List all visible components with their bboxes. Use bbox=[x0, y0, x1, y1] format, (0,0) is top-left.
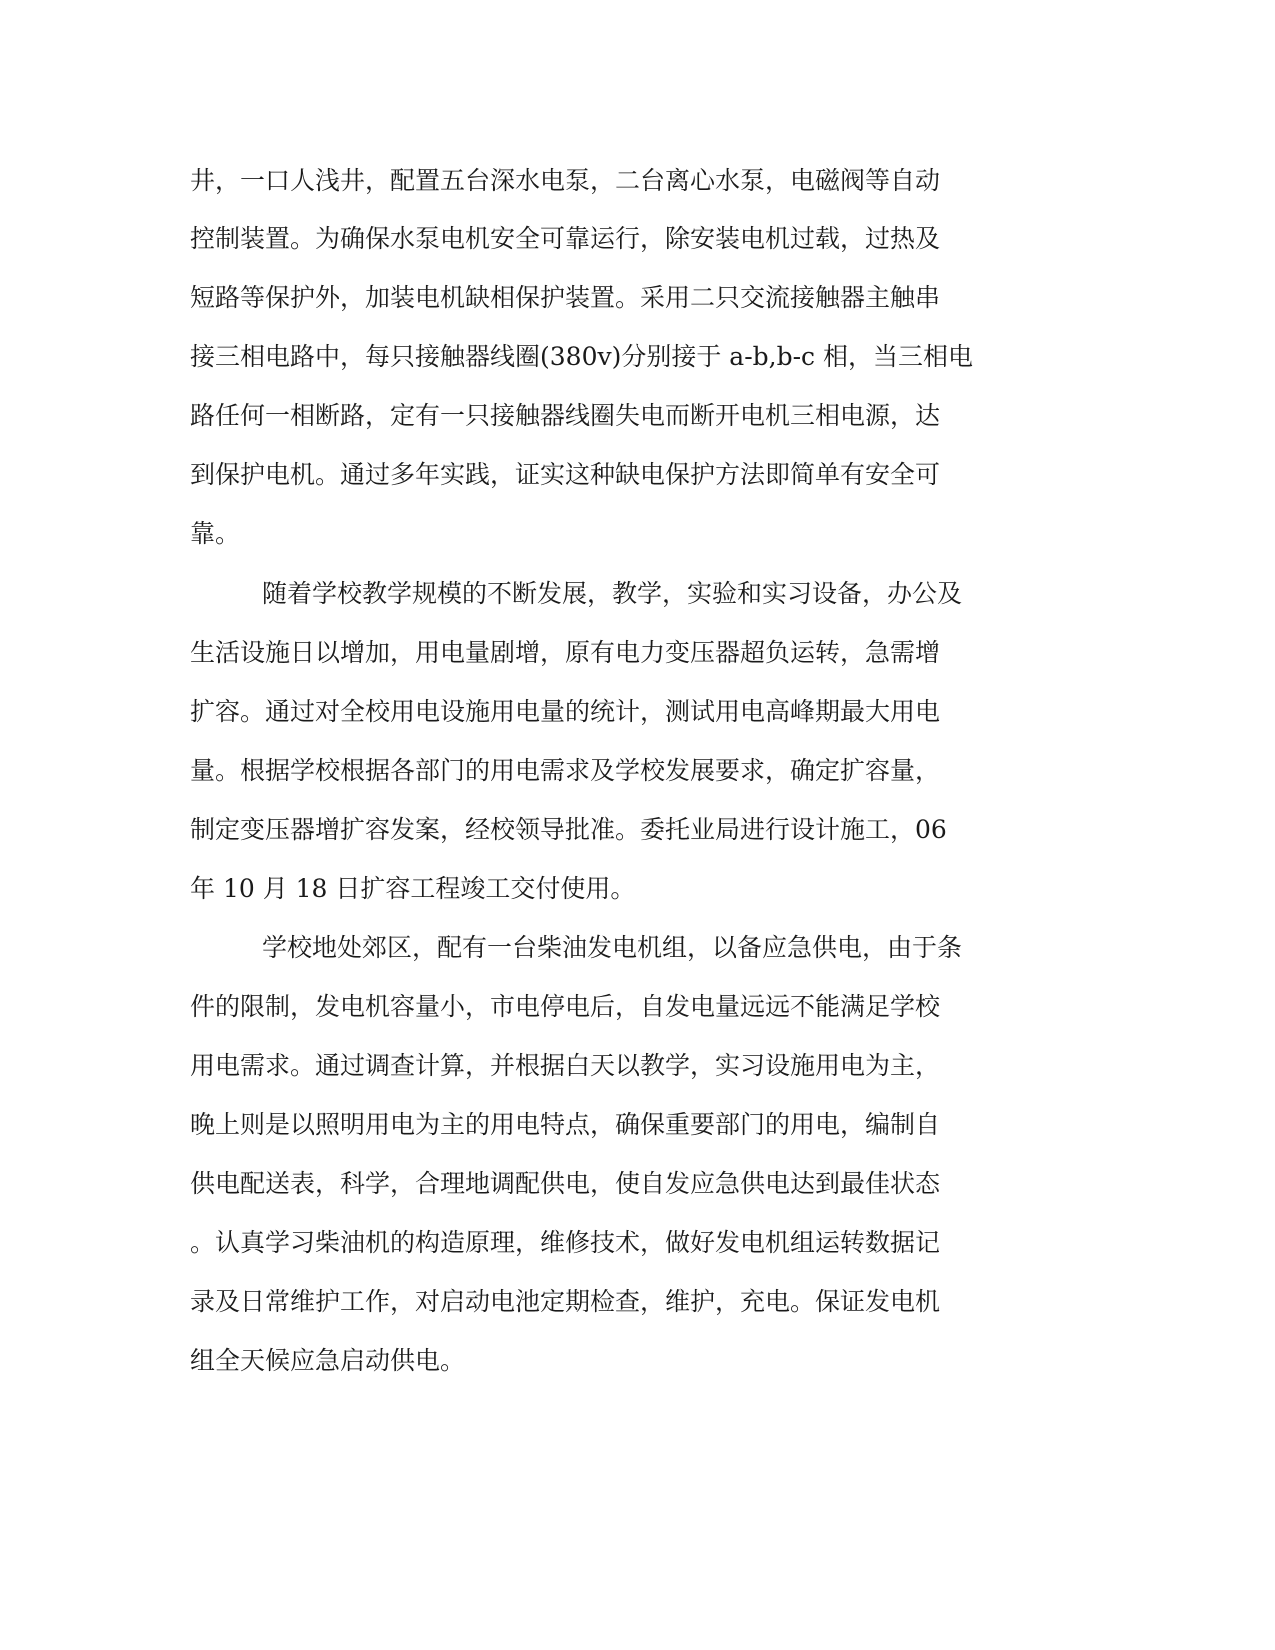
text-line: 件的限制，发电机容量小，市电停电后，自发电量远远不能满足学校 bbox=[190, 992, 941, 1021]
text-line: 生活设施日以增加，用电量剧增，原有电力变压器超负运转，急需增 bbox=[190, 638, 941, 667]
text-line: 。认真学习柴油机的构造原理，维修技术，做好发电机组运转数据记 bbox=[190, 1228, 941, 1257]
text-line: 录及日常维护工作，对启动电池定期检查，维护，充电。保证发电机 bbox=[190, 1287, 941, 1316]
text-line: 路任何一相断路，定有一只接触器线圈失电而断开电机三相电源，达 bbox=[190, 401, 941, 430]
text-line: 制定变压器增扩容发案，经校领导批准。委托业局进行设计施工，06 bbox=[190, 815, 947, 844]
text-line: 用电需求。通过调查计算，并根据白天以教学，实习设施用电为主， bbox=[190, 1051, 941, 1080]
text-line: 年 10 月 18 日扩容工程竣工交付使用。 bbox=[190, 874, 636, 903]
text-line: 到保护电机。通过多年实践，证实这种缺电保护方法即简单有安全可 bbox=[190, 460, 941, 489]
text-line: 晚上则是以照明用电为主的用电特点，确保重要部门的用电，编制自 bbox=[190, 1110, 941, 1139]
text-line: 控制装置。为确保水泵电机安全可靠运行，除安装电机过载，过热及 bbox=[190, 224, 941, 253]
text-line: 接三相电路中，每只接触器线圈(380v)分别接于 a-b,b-c 相，当三相电 bbox=[190, 342, 973, 371]
text-line: 井，一口人浅井，配置五台深水电泵，二台离心水泵，电磁阀等自动 bbox=[190, 166, 941, 195]
text-line: 随着学校教学规模的不断发展，教学，实验和实习设备，办公及 bbox=[262, 579, 963, 608]
text-line: 扩容。通过对全校用电设施用电量的统计，测试用电高峰期最大用电 bbox=[190, 697, 941, 726]
text-line: 短路等保护外，加装电机缺相保护装置。采用二只交流接触器主触串 bbox=[190, 283, 941, 312]
text-line: 量。根据学校根据各部门的用电需求及学校发展要求，确定扩容量， bbox=[190, 756, 941, 785]
text-line: 学校地处郊区，配有一台柴油发电机组，以备应急供电，由于条 bbox=[262, 933, 963, 962]
text-line: 供电配送表，科学，合理地调配供电，使自发应急供电达到最佳状态 bbox=[190, 1169, 941, 1198]
text-line: 靠。 bbox=[190, 519, 241, 548]
text-line: 组全天候应急启动供电。 bbox=[190, 1346, 466, 1375]
